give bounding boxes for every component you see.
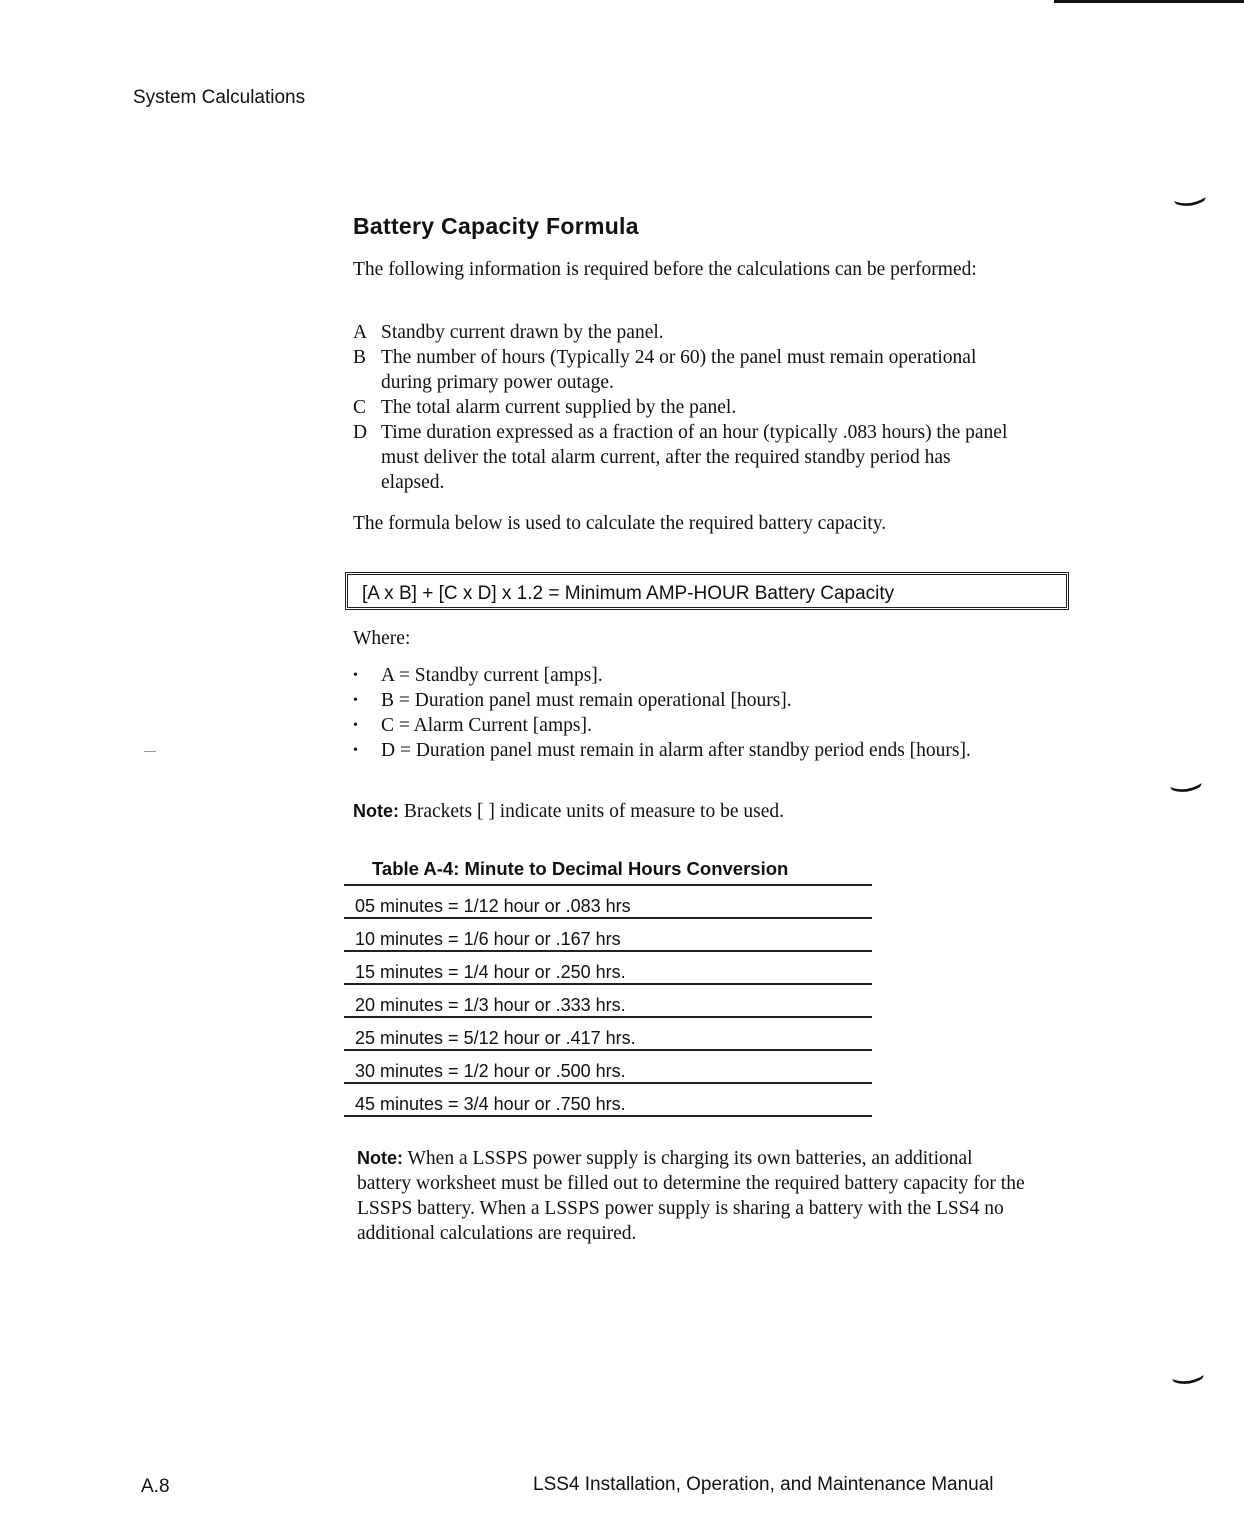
bullet-icon: • <box>353 743 358 758</box>
item-text: A = Standby current [amps]. <box>381 665 603 686</box>
item-text: B = Duration panel must remain operational [hours]. <box>381 690 792 711</box>
item-text: Time duration expressed as a fraction of an hour (typically .083 hours) the panel must deliver the total alarm current, after the required standby period has elapsed. <box>381 422 1008 493</box>
list-item <box>353 738 1033 763</box>
item-text: The number of hours (Typically 24 or 60) the panel must remain operational during primary power outage. <box>381 347 977 393</box>
binding-mark-icon <box>1172 1375 1204 1385</box>
binding-mark-icon <box>1170 783 1202 793</box>
list-item <box>353 420 1013 495</box>
where-label: Where: <box>353 628 411 649</box>
page-heading: Battery Capacity Formula <box>353 213 639 239</box>
item-text: D = Duration panel must remain in alarm after standby period ends [hours]. <box>381 740 971 761</box>
table-row: 10 minutes = 1/6 hour or .167 hrs <box>344 919 872 952</box>
scan-speck-icon: — <box>144 743 156 757</box>
item-letter: A <box>353 322 368 343</box>
bullet-icon: • <box>353 718 358 733</box>
item-letter: B <box>353 347 367 368</box>
list-item <box>353 395 1013 420</box>
note-text: When a LSSPS power supply is charging its own batteries, an additional battery worksheet must be filled out to determine the required battery capacity for the LSSPS battery. When a LSSPS power supply is sharing a battery with the LSS4 no additional calculations are required. <box>357 1148 1025 1244</box>
formula-box <box>345 572 1069 610</box>
list-item <box>353 663 1033 688</box>
table-row: 25 minutes = 5/12 hour or .417 hrs. <box>344 1018 872 1051</box>
requirements-list <box>353 320 1013 495</box>
list-item <box>353 713 1033 738</box>
list-item <box>353 320 1013 345</box>
item-letter: D <box>353 422 368 443</box>
bullet-icon: • <box>353 693 358 708</box>
table-row: 30 minutes = 1/2 hour or .500 hrs. <box>344 1051 872 1084</box>
manual-title-footer: LSS4 Installation, Operation, and Maintenance Manual <box>533 1474 994 1495</box>
list-item <box>353 345 1013 395</box>
item-text: Standby current drawn by the panel. <box>381 322 664 343</box>
table-row: 15 minutes = 1/4 hour or .250 hrs. <box>344 952 872 985</box>
definitions-list <box>353 663 1033 763</box>
running-header: System Calculations <box>133 87 306 108</box>
item-text: The total alarm current supplied by the panel. <box>381 397 737 418</box>
table-row: 20 minutes = 1/3 hour or .333 hrs. <box>344 985 872 1018</box>
bullet-icon: • <box>353 668 358 683</box>
item-text: C = Alarm Current [amps]. <box>381 715 592 736</box>
note-label: Note: <box>357 1148 403 1168</box>
top-edge-rule <box>1054 0 1244 3</box>
table-title: Table A-4: Minute to Decimal Hours Conversion <box>372 858 789 879</box>
table-row: 45 minutes = 3/4 hour or .750 hrs. <box>344 1084 872 1117</box>
list-item <box>353 688 1033 713</box>
note-label: Note: <box>353 801 399 821</box>
note-lssps <box>357 1146 1027 1246</box>
note-text: Brackets [ ] indicate units of measure to be used. <box>403 801 785 822</box>
formula-text: [A x B] + [C x D] x 1.2 = Minimum AMP-HOUR Battery Capacity <box>362 583 895 604</box>
binding-mark-icon <box>1174 197 1206 207</box>
intro-paragraph: The following information is required before the calculations can be performed: <box>353 259 977 280</box>
page-number: A.8 <box>141 1476 170 1497</box>
conversion-table <box>344 884 872 1117</box>
table-row: 05 minutes = 1/12 hour or .083 hrs <box>344 886 872 919</box>
note-units <box>353 799 784 824</box>
formula-intro: The formula below is used to calculate the required battery capacity. <box>353 513 887 534</box>
item-letter: C <box>353 397 367 418</box>
